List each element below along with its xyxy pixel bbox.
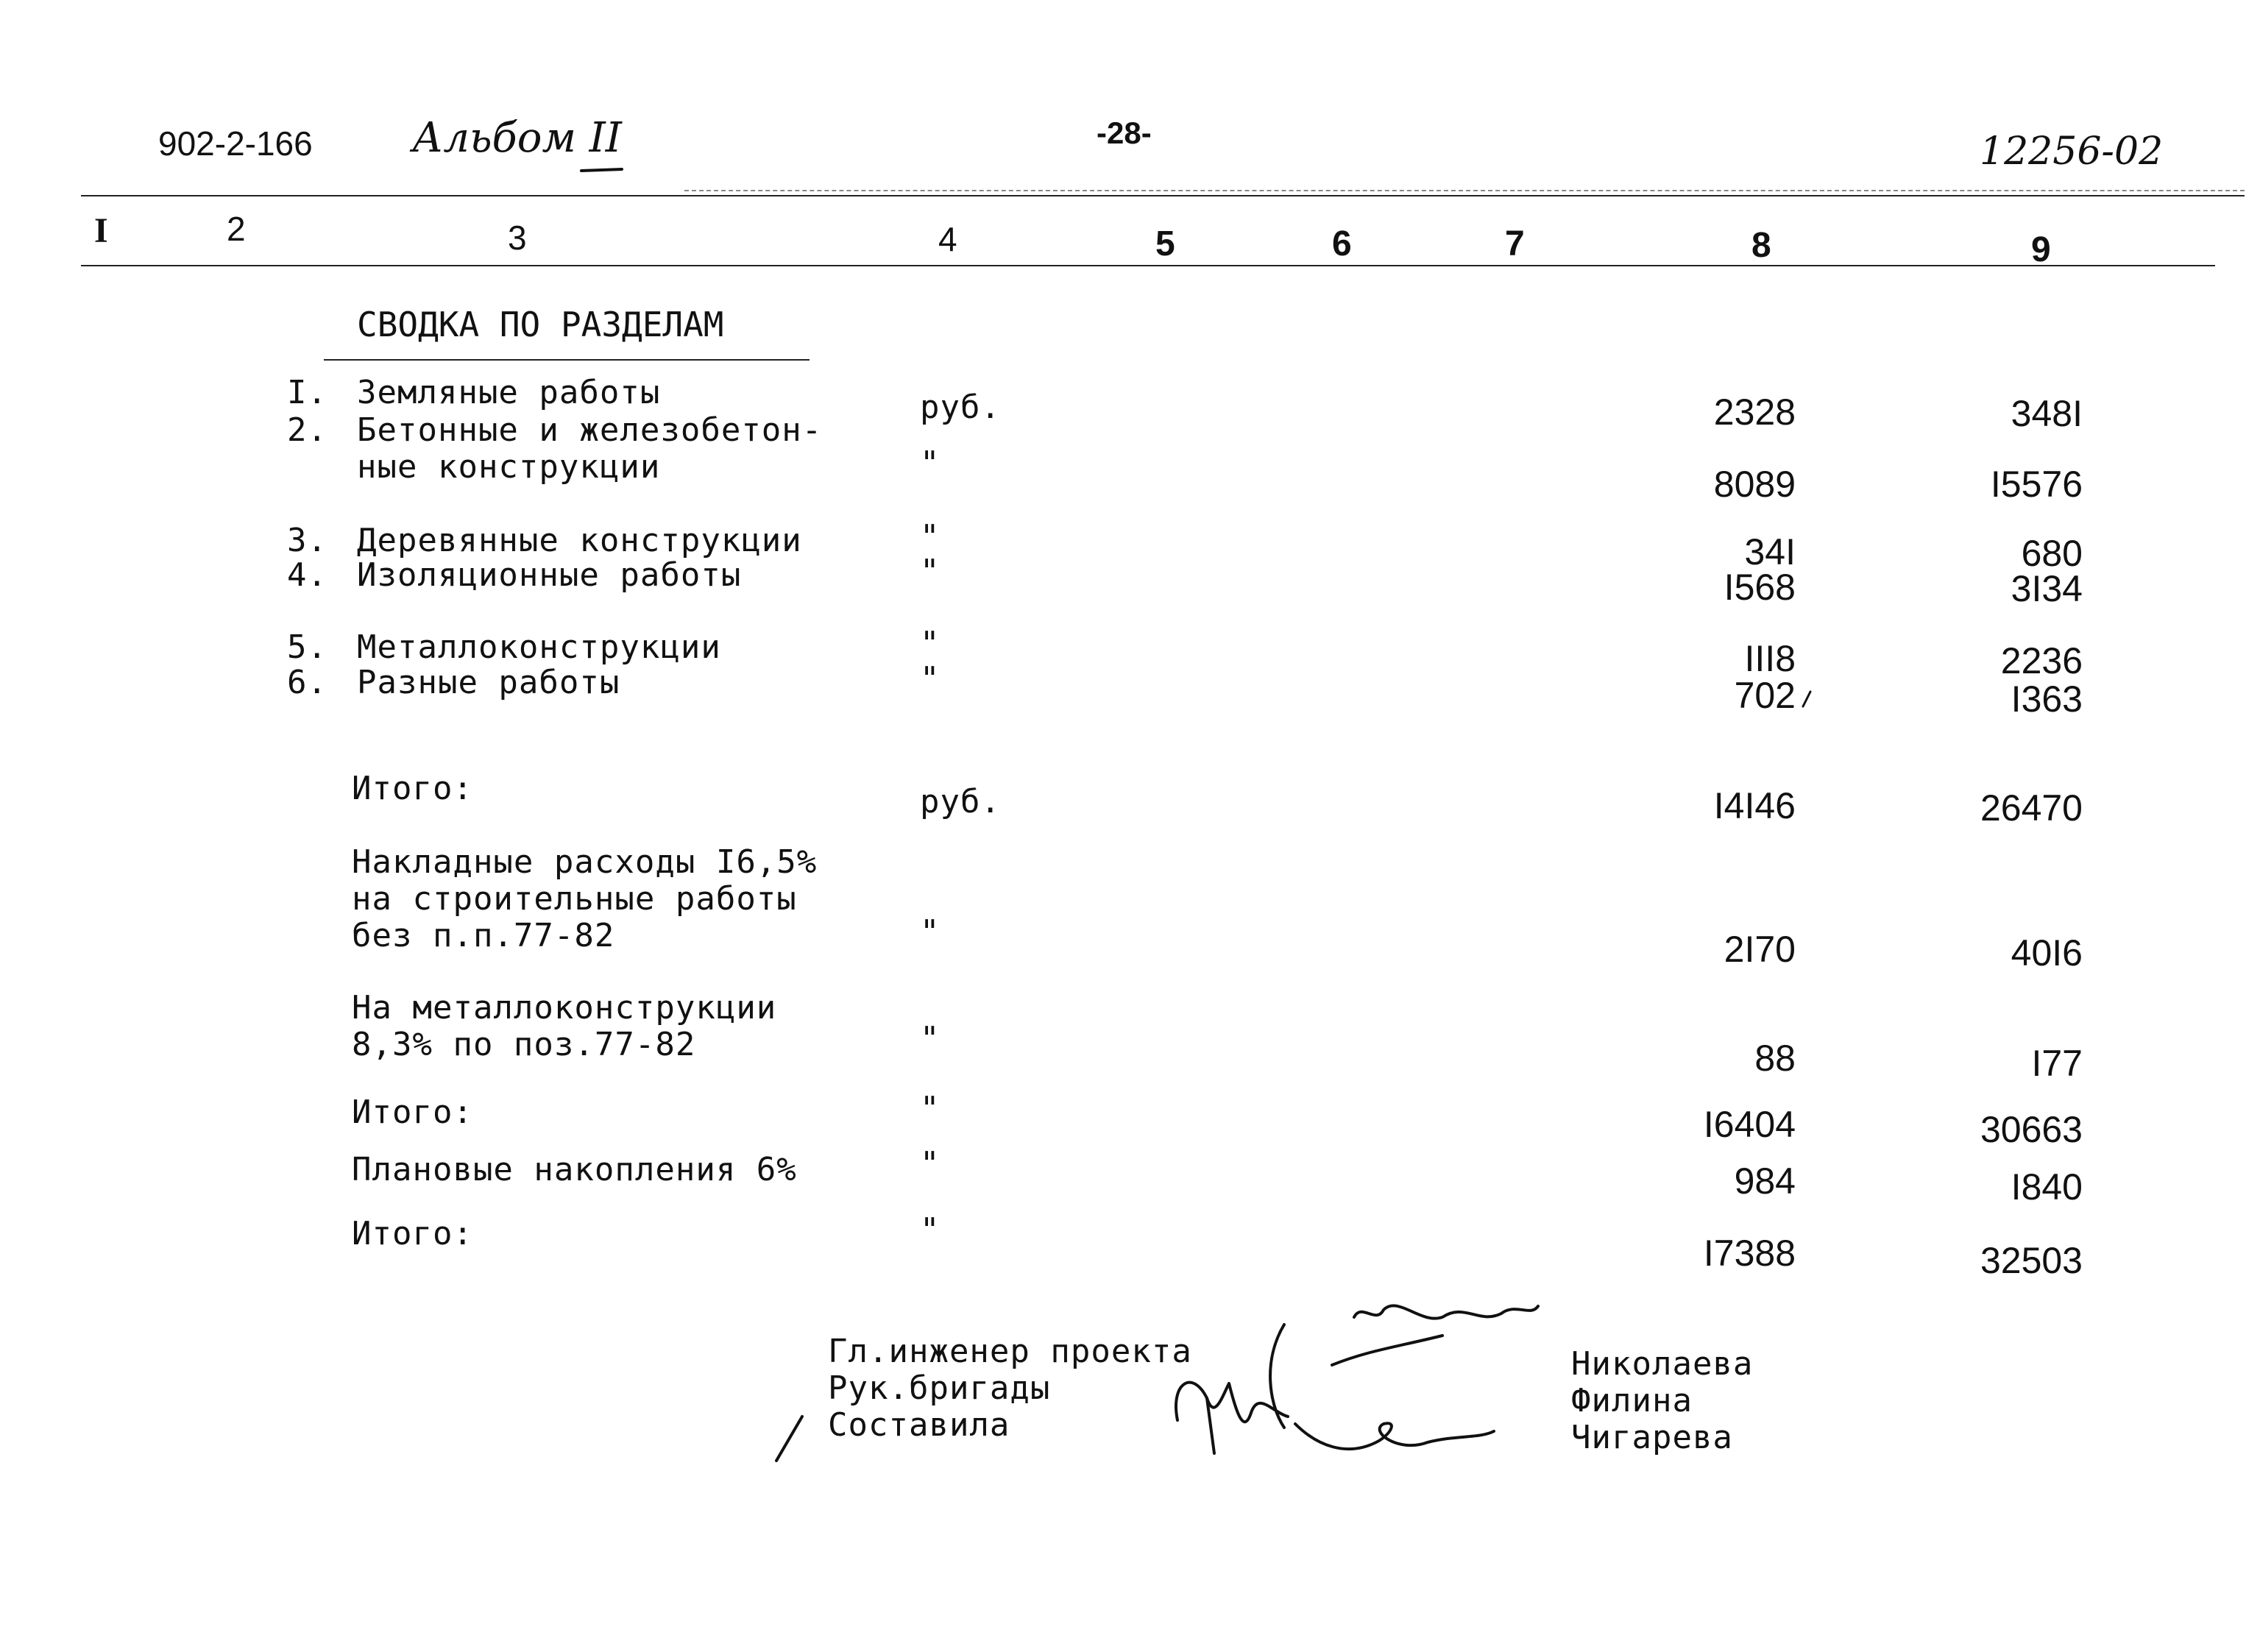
section-number: 3. (287, 522, 327, 559)
value-col9: I840 (2011, 1166, 2083, 1208)
column-number: I (94, 211, 108, 250)
value-col8: I6404 (1703, 1104, 1796, 1145)
section-label: Металлоконструкции (357, 628, 721, 666)
signature-name: Николаева (1571, 1345, 1754, 1383)
total-label: Плановые накопления 6% (352, 1151, 797, 1188)
value-col8: 2I70 (1724, 929, 1796, 970)
document-code: 902-2-166 (158, 124, 313, 163)
total-label: Итого: (352, 770, 473, 807)
unit: " (920, 660, 941, 698)
summary-title: СВОДКА ПО РАЗДЕЛАМ (357, 305, 724, 344)
value-col8: I4I46 (1713, 785, 1796, 826)
section-label: Деревянные конструкции (357, 522, 802, 559)
column-number: 5 (1155, 224, 1175, 263)
signature-name: Чигарева (1571, 1419, 1733, 1456)
section-label: ные конструкции (357, 448, 661, 486)
value-col9: I77 (2031, 1043, 2083, 1084)
unit: " (920, 444, 941, 482)
section-label: Разные работы (357, 664, 620, 701)
value-col9: 32503 (1980, 1240, 2083, 1281)
value-col9: 26470 (1980, 787, 2083, 829)
section-number: 2. (287, 411, 327, 449)
section-number: I. (287, 374, 327, 411)
value-col8: I7388 (1703, 1233, 1796, 1274)
total-label: Накладные расходы I6,5% (352, 843, 818, 881)
total-label: 8,3% по поз.77-82 (352, 1026, 696, 1063)
value-col9: 348I (2011, 393, 2083, 434)
value-col8: 8089 (1713, 464, 1796, 505)
signature-role: Составила (828, 1406, 1010, 1444)
section-label: Земляные работы (357, 374, 661, 411)
column-number: 6 (1332, 224, 1352, 263)
value-col8: 984 (1734, 1160, 1796, 1202)
value-col9: 40I6 (2011, 932, 2083, 974)
value-col9: 30663 (1980, 1109, 2083, 1150)
unit: " (920, 553, 941, 590)
scan-line (684, 190, 2245, 191)
value-col8: 88 (1754, 1038, 1796, 1079)
value-col9: 680 (2021, 533, 2083, 574)
column-number: 8 (1751, 226, 1771, 265)
signature-name: Филина (1571, 1382, 1693, 1419)
total-label: На металлоконструкции (352, 989, 777, 1027)
column-number: 4 (938, 220, 957, 258)
value-col9: I5576 (1990, 464, 2083, 505)
value-col8: 702 (1734, 675, 1796, 716)
signature-role: Рук.бригады (828, 1369, 1051, 1407)
unit: " (920, 1020, 941, 1057)
value-col9: 2236 (2000, 640, 2083, 681)
unit: руб. (920, 783, 1001, 820)
column-number: 3 (508, 219, 527, 257)
total-label: Итого: (352, 1093, 473, 1131)
unit: " (920, 913, 941, 951)
section-label: Изоляционные работы (357, 556, 742, 594)
unit: " (920, 518, 941, 556)
column-number: 9 (2031, 230, 2051, 269)
value-col8: 34I (1744, 531, 1796, 572)
section-number: 5. (287, 628, 327, 666)
value-col8: III8 (1744, 638, 1796, 679)
section-number: 4. (287, 556, 327, 594)
value-col8: I568 (1724, 567, 1796, 608)
total-label: без п.п.77-82 (352, 917, 615, 954)
value-col8: 2328 (1713, 391, 1796, 433)
value-col9: 3I34 (2011, 568, 2083, 609)
total-label: на строительные работы (352, 880, 797, 918)
unit: " (920, 1145, 941, 1183)
unit: " (920, 625, 941, 662)
column-number: 7 (1505, 224, 1525, 263)
page-number: -28- (1097, 116, 1152, 150)
archive-number: 12256-02 (1980, 130, 2164, 174)
unit: " (920, 1090, 941, 1127)
signature-role: Гл.инженер проекта (828, 1333, 1192, 1370)
album-label: Альбом II (412, 114, 622, 162)
value-col9: I363 (2011, 678, 2083, 720)
unit: " (920, 1211, 941, 1249)
total-label: Итого: (352, 1215, 473, 1252)
unit: руб. (920, 389, 1001, 426)
section-label: Бетонные и железобетон- (357, 411, 823, 449)
column-number: 2 (227, 210, 246, 248)
section-number: 6. (287, 664, 327, 701)
